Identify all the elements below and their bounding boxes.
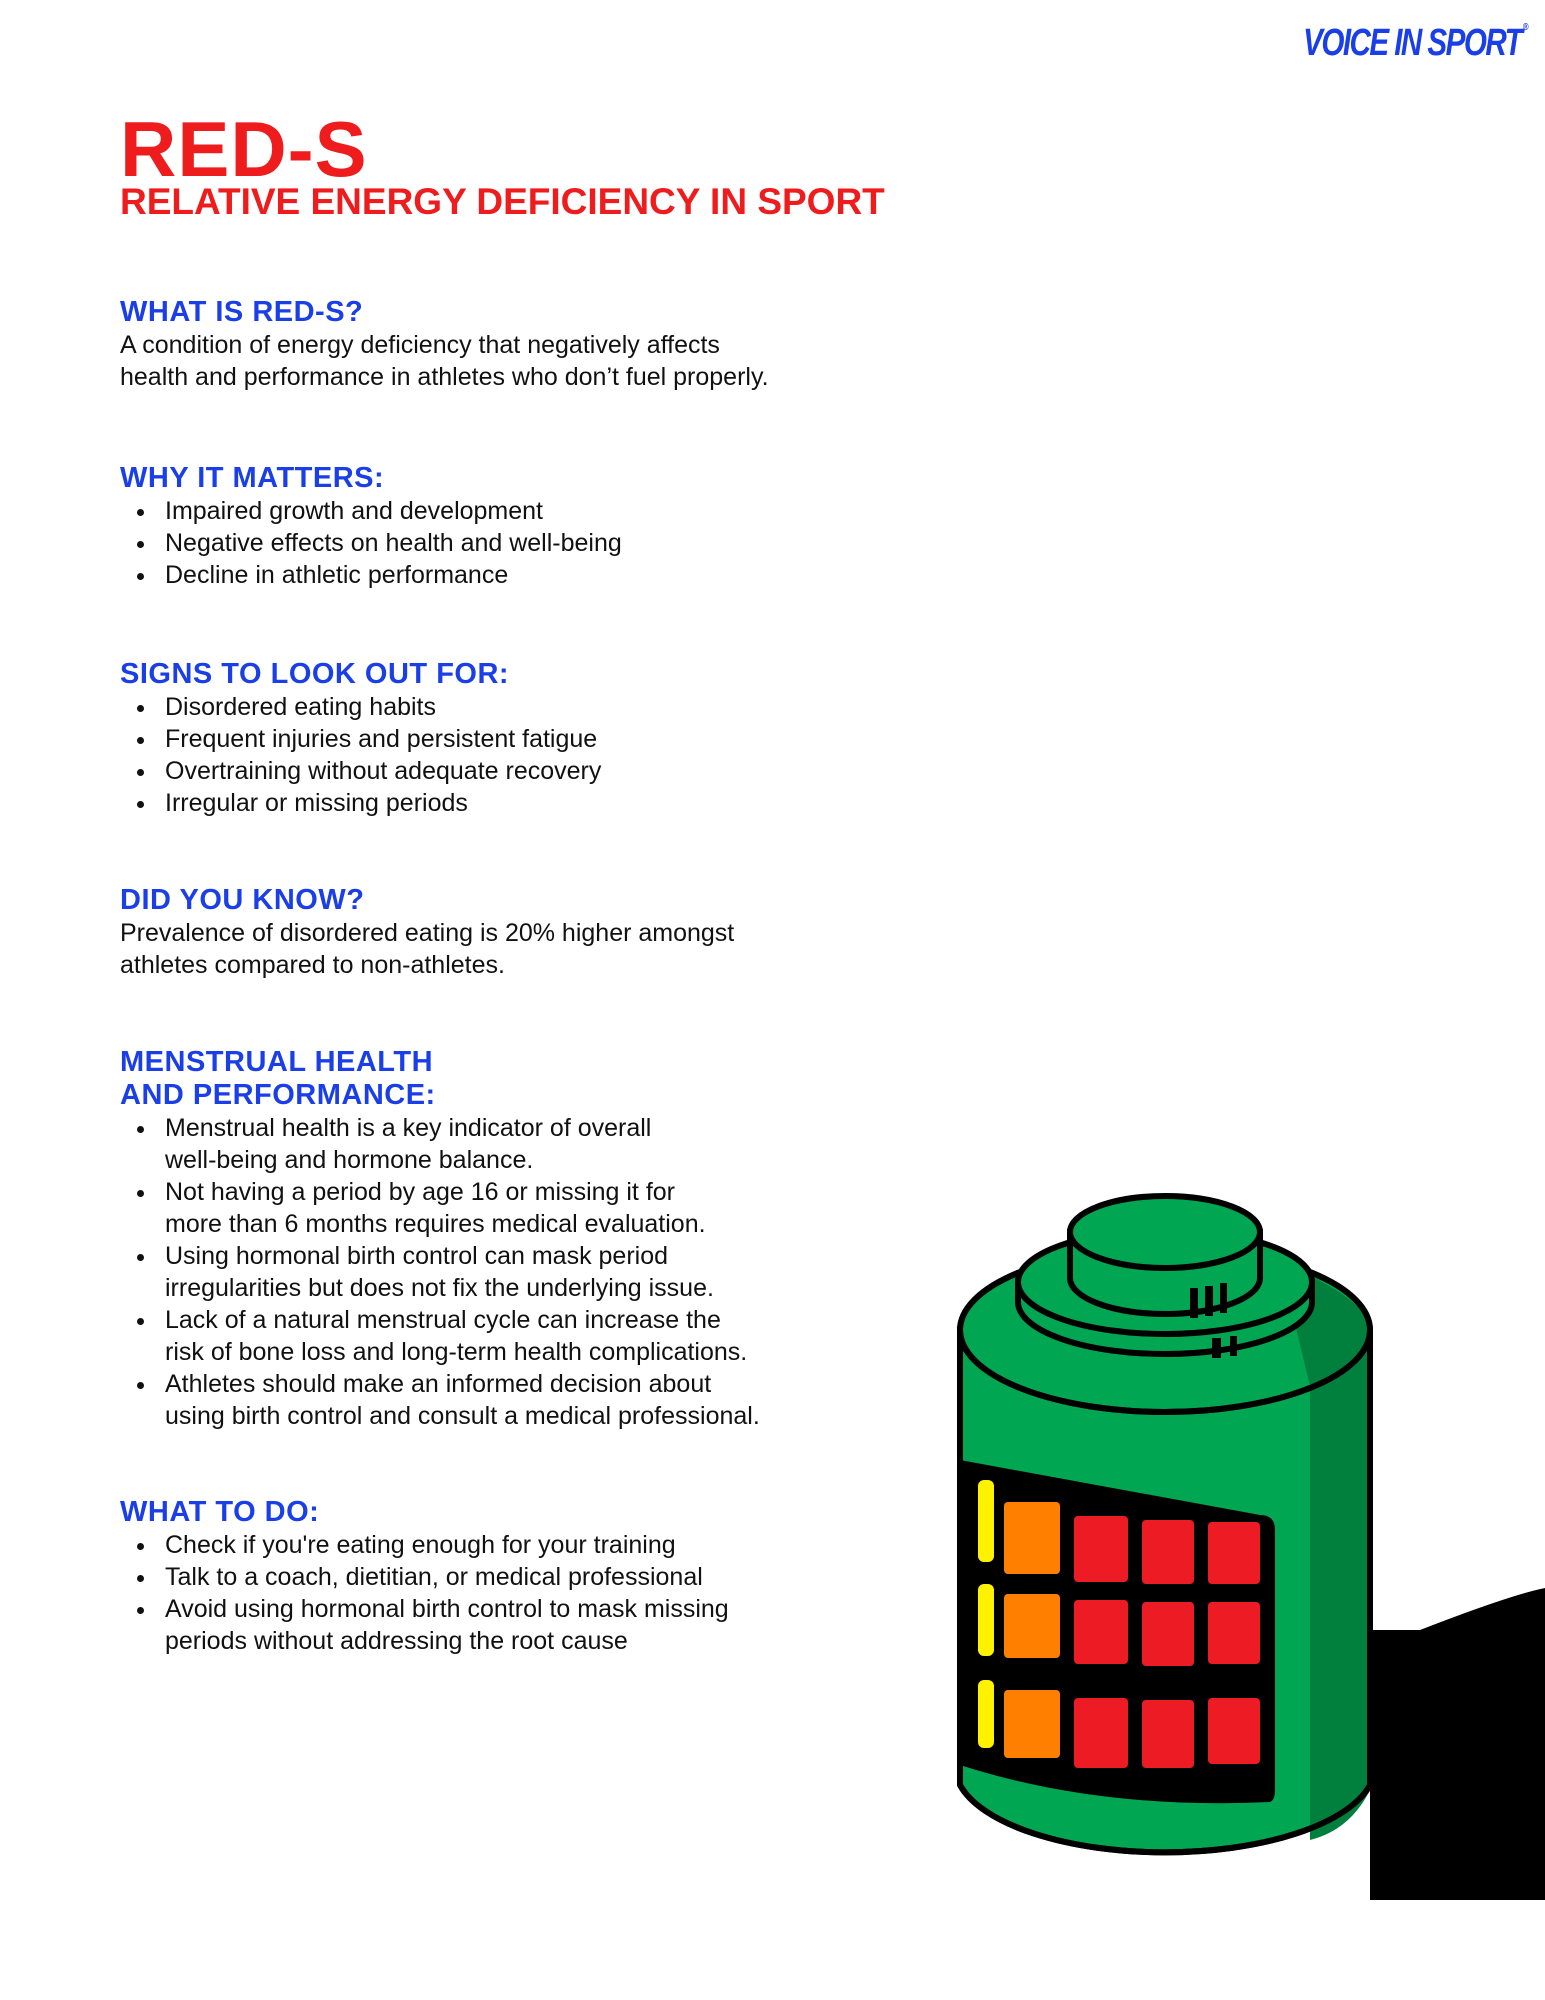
battery-cell-red: [1142, 1602, 1194, 1666]
list-item: Avoid using hormonal birth control to mask missing periods without addressing the root cause: [165, 1593, 820, 1657]
bullet-list: [120, 1112, 820, 1432]
section-heading-line: AND PERFORMANCE:: [120, 1079, 436, 1111]
section-heading: DID YOU KNOW?: [120, 884, 365, 916]
battery-cell-orange: [1004, 1690, 1060, 1758]
section-heading: WHAT IS RED-S?: [120, 296, 364, 328]
section-menstrual-health: [120, 1046, 820, 1432]
battery-illustration: [950, 1190, 1545, 1900]
paragraph-line: A condition of energy deficiency that negatively affects: [120, 331, 720, 359]
list-item: Using hormonal birth control can mask period irregularities but does not fix the underlying issue.: [165, 1240, 820, 1304]
battery-cell-red: [1208, 1602, 1260, 1664]
brand-name: VOICE IN SPORT: [1303, 22, 1522, 64]
battery-cell-red: [1074, 1698, 1128, 1768]
battery-cell-yellow: [978, 1584, 994, 1656]
section-did-you-know: [120, 884, 820, 981]
list-item: Impaired growth and development: [165, 495, 820, 527]
battery-body-shade: [1310, 1318, 1370, 1840]
section-why-it-matters: [120, 462, 820, 591]
list-item: Not having a period by age 16 or missing it for more than 6 months requires medical evaluation.: [165, 1176, 820, 1240]
bullet-list: [120, 1529, 820, 1657]
list-item: Disordered eating habits: [165, 691, 820, 723]
bullet-list: [120, 691, 820, 819]
section-what-to-do: [120, 1496, 820, 1657]
paragraph-line: health and performance in athletes who don’t fuel properly.: [120, 363, 769, 391]
list-item: Decline in athletic performance: [165, 559, 820, 591]
list-item: Check if you're eating enough for your training: [165, 1529, 820, 1561]
list-item: Frequent injuries and persistent fatigue: [165, 723, 820, 755]
battery-shadow: [1370, 1588, 1545, 1900]
battery-cell-red: [1208, 1522, 1260, 1584]
battery-cell-red: [1142, 1520, 1194, 1584]
section-heading-line: MENSTRUAL HEALTH: [120, 1046, 434, 1078]
section-heading: SIGNS TO LOOK OUT FOR:: [120, 658, 510, 690]
section-what-is-reds: [120, 296, 820, 393]
list-item: Talk to a coach, dietitian, or medical professional: [165, 1561, 820, 1593]
battery-cell-orange: [1004, 1502, 1060, 1574]
battery-cell-yellow: [978, 1480, 994, 1562]
paragraph-line: Prevalence of disordered eating is 20% higher amongst: [120, 919, 735, 947]
list-item: Lack of a natural menstrual cycle can increase the risk of bone loss and long-term health complications.: [165, 1304, 820, 1368]
bullet-list: [120, 495, 820, 591]
section-heading: WHAT TO DO:: [120, 1496, 320, 1528]
page-subtitle: RELATIVE ENERGY DEFICIENCY IN SPORT: [120, 181, 885, 222]
battery-cell-red: [1074, 1516, 1128, 1582]
list-item: Athletes should make an informed decision about using birth control and consult a medical professional.: [165, 1368, 820, 1432]
list-item: Negative effects on health and well-being: [165, 527, 820, 559]
battery-cell-red: [1142, 1700, 1194, 1768]
battery-cell-red: [1074, 1600, 1128, 1664]
brand-registered-mark: ®: [1522, 22, 1527, 33]
section-signs: [120, 658, 820, 819]
brand-logo: [1303, 22, 1527, 65]
list-item: Overtraining without adequate recovery: [165, 755, 820, 787]
section-heading: WHY IT MATTERS:: [120, 462, 385, 494]
battery-cell-orange: [1004, 1594, 1060, 1658]
list-item: Irregular or missing periods: [165, 787, 820, 819]
page-title: RED-S: [120, 105, 368, 193]
battery-cell-red: [1208, 1698, 1260, 1764]
battery-cell-yellow: [978, 1680, 994, 1748]
paragraph-line: athletes compared to non-athletes.: [120, 951, 505, 979]
list-item: Menstrual health is a key indicator of overall well-being and hormone balance.: [165, 1112, 820, 1176]
